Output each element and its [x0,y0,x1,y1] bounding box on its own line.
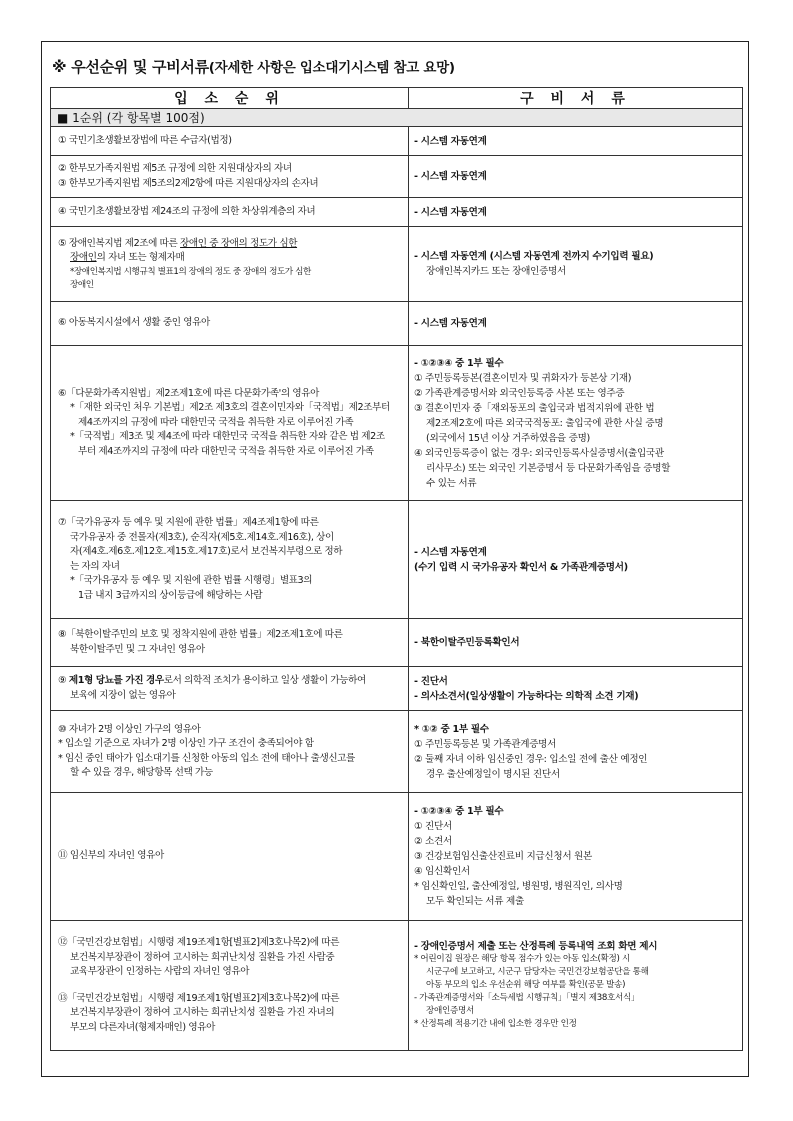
text-line: 자(제4호.제6호.제12호.제15호.제17호)로서 보건복지부령으로 정하 [70,546,343,557]
table-row [51,156,743,198]
text-line: (수기 입력 시 국가유공자 확인서 & 가족관계증명서) [414,561,628,573]
text-line: ② 소견서 [414,836,452,847]
text-line: ③ 건강보험임신출산진료비 지급신청서 원본 [414,851,592,862]
text-fragment: 장애인 [70,252,97,263]
text-line: * 임신확인일, 출산예정일, 병원명, 병원직인, 의사명 [414,881,623,892]
header-documents: 구 비 서 류 [409,88,743,109]
text-line: - 의사소견서(일상생활이 가능하다는 의학적 소견 기재) [414,690,639,702]
table-row [51,227,743,302]
priority-cell [51,667,409,711]
priority-table [50,87,743,1051]
text-line: ③ 결혼이민자 중「재외동포의 출입국과 법적지위에 관한 법 [414,402,655,414]
documents-cell [409,156,743,198]
text-line: - 장애인증명서 제출 또는 산정특례 등록내역 조회 화면 제시 [414,940,658,952]
text-line: ① 국민기초생활보장법에 따른 수급자(법정) [58,134,232,146]
text-line: ⑫「국민건강보험법」시행령 제19조제1항[별표2]제3호나목2)에 따른 [58,937,340,948]
text-line: (외국에서 15년 이상 거주하였음을 증명) [426,432,591,444]
documents-cell [409,667,743,711]
table-header-row [51,88,743,109]
documents-cell [409,302,743,346]
text-line: - ①②③④ 중 1부 필수 [414,806,504,817]
table-row [51,198,743,227]
text-line: * 입소일 기준으로 자녀가 2명 이상인 가구 조건이 충족되어야 함 [58,738,314,749]
page-title [52,56,455,77]
text-line: ④ 임신확인서 [414,866,470,877]
text-line: 수 있는 서류 [426,477,477,489]
priority-cell [51,198,409,227]
documents-cell [409,619,743,667]
text-line: 모두 확인되는 서류 제출 [426,896,524,907]
text-line: ④ 외국인등록증이 없는 경우: 외국인등록사실증명서(출입국관 [414,447,664,459]
text-line: ⑩ 자녀가 2명 이상인 가구의 영유아 [58,723,201,735]
text-line: 장애인복지카드 또는 장애인증명서 [426,266,567,277]
priority-cell [51,711,409,793]
text-line: * 어린이집 원장은 해당 항목 점수가 있는 아동 입소(확정) 시 [414,954,631,965]
text-line: 국가유공자 중 전몰자(제3호), 순직자(제5호.제14호.제16호), 상이 [70,531,334,543]
text-line: ② 둘째 자녀 이하 임신중인 경우: 입소일 전에 출산 예정인 [414,753,648,765]
table-row [51,793,743,921]
text-line: - 시스템 자동연계 [414,206,487,218]
text-line: ① 주민등록등본(결혼이민자 및 귀화자가 등본상 기재) [414,372,632,384]
priority-cell [51,302,409,346]
text-line: ⑧「북한이탈주민의 보호 및 정착지원에 관한 법률」제2조제1호에 따른 [58,629,343,640]
text-line: 경우 출산예정일이 명시된 진단서 [426,768,560,780]
text-line: *「국가유공자 등 예우 및 지원에 관한 법률 시행령」별표3의 [70,575,313,586]
text-line: ⑬「국민건강보험법」시행령 제19조제1항[별표2]제3호나목2)에 따른 [58,992,340,1004]
table-row [51,619,743,667]
header-priority: 입 소 순 위 [51,88,409,109]
section-label: ■ 1순위 (각 항목별 100점) [51,109,743,127]
text-line: 제4조까지의 규정에 따라 대한민국 국적을 취득한 자로 이루어진 가족 [78,416,354,428]
text-line: 아동 부모의 입소 우선순위 해당 여부를 확인(공문 발송) [426,980,626,991]
table-row [51,501,743,619]
priority-cell [51,346,409,501]
text-line: 1급 내지 3급까지의 상이등급에 해당하는 사람 [78,589,263,601]
text-fragment: 로서 의학적 조치가 용이하고 일상 생활이 가능하여 [163,675,366,686]
text-fragment: 장애인 중 장애의 정도가 심한 [180,237,298,249]
text-line: 제2조제2호에 따른 외국국적동포: 출입국에 관한 사실 증명 [426,417,664,429]
text-line: ⑪ 임신부의 자녀인 영유아 [58,850,164,862]
priority-cell [51,127,409,156]
table-row [51,667,743,711]
text-line: ③ 한부모가족지원법 제5조의2제2항에 따른 지원대상자의 손자녀 [58,177,319,189]
section-row [51,109,743,127]
text-line: - ①②③④ 중 1부 필수 [414,357,504,369]
text-line: 장애인증명서 [426,1006,475,1017]
text-line: ⑥「다문화가족지원법」제2조제1호에 따른 다문화가족'의 영유아 [58,387,320,399]
text-line: *장애인복지법 시행규칙 별표1의 장애의 정도 중 장애의 정도가 심한 [70,266,311,277]
documents-cell [409,711,743,793]
text-line: 보건복지부장관이 정하여 고시하는 희귀난치성 질환을 가진 자녀의 [70,1007,335,1018]
text-line: ④ 국민기초생활보장법 제24조의 규정에 의한 차상위계층의 자녀 [58,205,316,217]
title-main: ※ 우선순위 및 구비서류 [52,58,209,76]
documents-cell [409,127,743,156]
text-line: - 시스템 자동연계 [414,135,487,147]
text-line: ② 한부모가족지원법 제5조 규정에 의한 지원대상자의 자녀 [58,163,292,174]
documents-cell [409,198,743,227]
text-fragment: ⑤ 장애인복지법 제2조에 따른 [58,237,181,249]
text-line: - 북한이탈주민등록확인서 [414,637,520,648]
text-line: 교육부장관이 인정하는 사람의 자녀인 영유아 [70,966,250,977]
text-line: 리사무소) 또는 외국인 기본증명서 등 다문화가족임을 증명할 [426,462,671,474]
text-line: 장애인 [70,279,94,290]
text-line: - 시스템 자동연계 [414,318,487,329]
text-line: ⑦「국가유공자 등 예우 및 지원에 관한 법률」제4조제1항에 따른 [58,517,319,528]
table-row [51,302,743,346]
documents-cell [409,227,743,302]
table-row [51,127,743,156]
text-line: 는 자의 자녀 [70,560,120,572]
documents-cell [409,501,743,619]
documents-cell [409,921,743,1051]
priority-cell [51,227,409,302]
table-row [51,921,743,1051]
text-line: ⑥ 아동복지시설에서 생활 중인 영유아 [58,317,210,329]
text-line [58,674,404,689]
priority-cell [51,501,409,619]
priority-cell [51,156,409,198]
documents-cell [409,346,743,501]
text-line: 시군구에 보고하고, 시군구 담당자는 국민건강보험공단을 통해 [426,967,649,978]
text-line: * 산정특례 적용기간 내에 입소한 경우만 인정 [414,1019,577,1030]
text-line [58,251,404,266]
table-row [51,346,743,501]
priority-cell [51,921,409,1051]
text-line: 할 수 있을 경우, 해당항목 선택 가능 [70,767,213,778]
text-line: - 시스템 자동연계 [414,171,487,182]
text-line: 보건복지부장관이 정하여 고시하는 희귀난치성 질환을 가진 사람중 [70,951,335,963]
text-line: 보육에 지장이 없는 영유아 [70,689,176,701]
text-line: ② 가족관계증명서와 외국인등록증 사본 또는 영주증 [414,387,625,399]
text-line: 부모의 다른자녀(형제자매인) 영유아 [70,1021,215,1033]
text-line: 부터 제4조까지의 규정에 따라 대한민국 국적을 취득한 자로 이루어진 가족 [78,445,374,457]
text-line: ① 주민등록등본 및 가족관계증명서 [414,738,557,750]
title-sub: (자세한 사항은 입소대기시스템 참고 요망) [208,60,455,76]
text-fragment: 의 자녀 또는 형제자매 [96,252,185,263]
table-row [51,711,743,793]
text-line: *「재한 외국인 처우 기본법」제2조 제3호의 결혼이민자와「국적법」제2조부터 [70,402,390,414]
documents-cell [409,793,743,921]
text-line: ① 진단서 [414,821,452,832]
text-line: - 진단서 [414,675,448,687]
priority-cell [51,793,409,921]
text-line: * 임신 중인 태아가 입소대기를 신청한 아동의 입소 전에 태아나 출생신고를 [58,752,355,764]
text-line: * ①② 중 1부 필수 [414,723,489,735]
text-line: - 가족관계증명서와「소득세법 시행규칙」「별지 제38호서식」 [414,993,640,1004]
text-line: *「국적법」제3조 및 제4조에 따라 대한민국 국적을 취득한 자와 같은 법 제2조 [70,431,385,443]
text-line: 북한이탈주민 및 그 자녀인 영유아 [70,643,205,655]
text-line: - 시스템 자동연계 (시스템 자동연계 전까지 수기입력 필요) [414,251,654,262]
text-line: - 시스템 자동연계 [414,546,487,558]
priority-cell [51,619,409,667]
text-line [58,237,404,252]
text-fragment: 제1형 당뇨를 가진 경우 [68,675,164,686]
text-fragment: ⑨ [58,675,69,686]
